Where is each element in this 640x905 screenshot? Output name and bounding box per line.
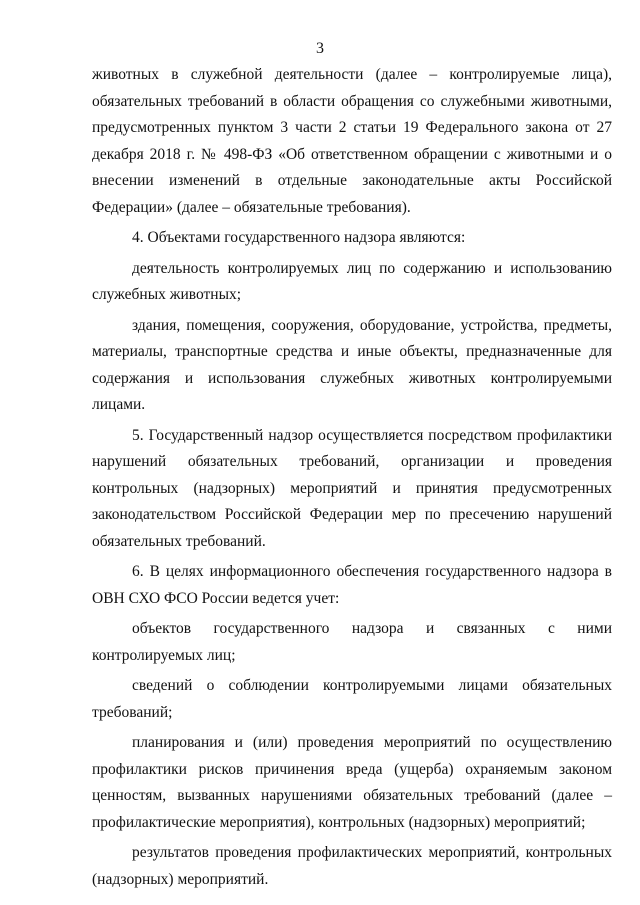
document-body	[92, 62, 612, 893]
paragraph-record-planning: планирования и (или) проведения мероприятий по осуществлению профилактики рисков причинения вреда (ущерба) охраняемым законом ценностям, вызванных нарушениями обязательных требований (далее – профилактические мероприятия), контрольных (надзорных) мероприятий;	[92, 734, 612, 831]
paragraph-record-results: результатов проведения профилактических мероприятий, контрольных (надзорных) мероприятий.	[92, 844, 612, 888]
paragraph-supervision-object-buildings: здания, помещения, сооружения, оборудование, устройства, предметы, материалы, транспортные средства и иные объекты, предназначенные для содержания и использования служебных животных контролируемыми лицами.	[92, 316, 612, 413]
paragraph-supervision-object-activity: деятельность контролируемых лиц по содержанию и использованию служебных животных;	[92, 259, 612, 303]
paragraph-record-objects: объектов государственного надзора и связанных с ними контролируемых лиц;	[92, 620, 612, 664]
paragraph-continuation: животных в служебной деятельности (далее – контролируемые лица), обязательных требований в области обращения со служебными животными, предусмотренных пунктом 3 части 2 статьи 19 Федерального закона от 27 декабря 2018 г. № 498-ФЗ «Об ответственном обращении с животными и о внесении изменений в отдельные законодательные акты Российской Федерации» (далее – обязательные требования).	[92, 66, 612, 216]
paragraph-item-5: 5. Государственный надзор осуществляется посредством профилактики нарушений обязательных требований, организации и проведения контрольных (надзорных) мероприятий и принятия предусмотренных законодательством Российской Федерации мер по пресечению нарушений обязательных требований.	[92, 426, 612, 550]
paragraph-record-compliance: сведений о соблюдении контролируемыми лицами обязательных требований;	[92, 677, 612, 721]
page-number: 3	[316, 40, 324, 57]
paragraph-item-4: 4. Объектами государственного надзора являются:	[132, 229, 466, 246]
paragraph-item-6: 6. В целях информационного обеспечения государственного надзора в ОВН СХО ФСО России ведется учет:	[92, 563, 612, 607]
